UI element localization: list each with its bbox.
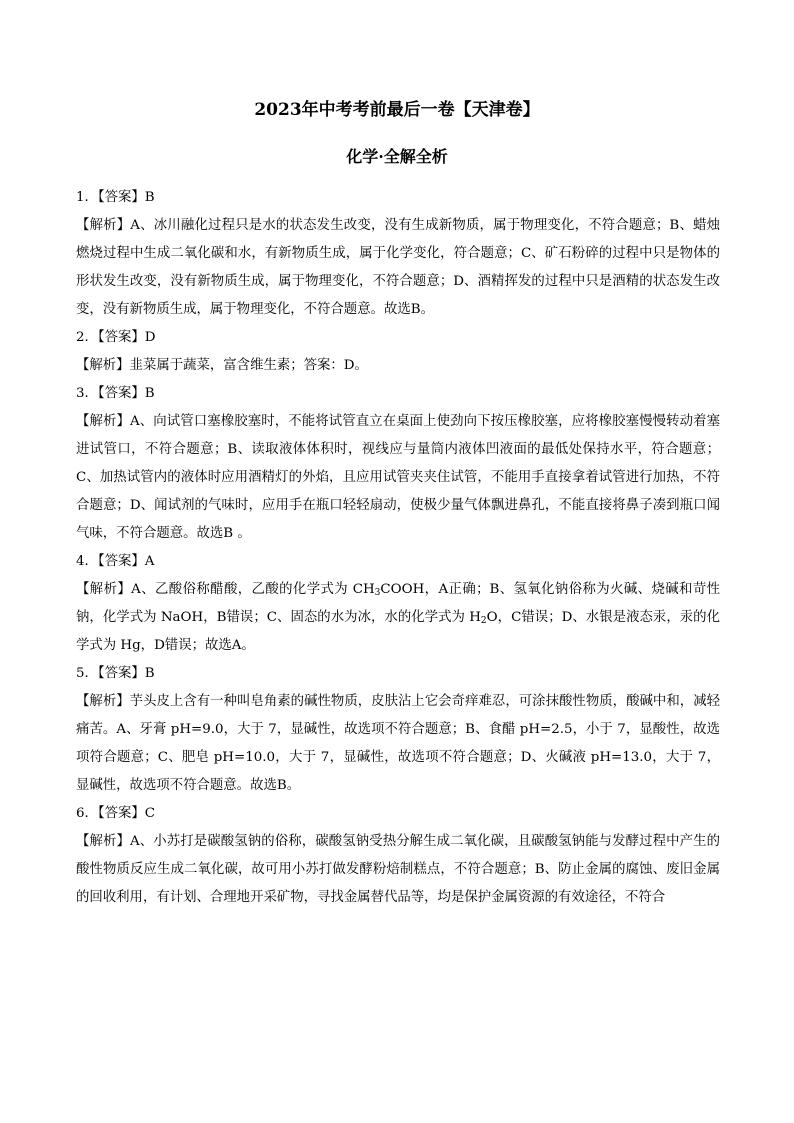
analysis-paragraph-2: 【解析】韭菜属于蔬菜，富含维生素；答案：D。 (76, 358, 368, 373)
answer-line-3: 3．【答案】B (76, 386, 155, 401)
analysis-text-part: O，C错误；D、水银是液态汞，汞的化学式为 Hg，D错误；故选A。 (76, 610, 720, 653)
analysis-paragraph-1: 【解析】A、冰川融化过程只是水的状态发生改变，没有生成新物质，属于物理变化，不符合题意；B、蜡烛燃烧过程中生成二氧化碳和水，有新物质生成，属于化学变化，符合题意；C、矿石粉碎的过程中只是物体的形状发生改变，没有新物质生成，属于物理变化，不符合题意；D、酒精挥发的过程中只是酒精的状态发生改变，没有新物质生成，属于物理变化，不符合题意。故选B。 (76, 218, 720, 317)
analysis-text-part: COOH，A正确；B、氢氧化钠俗称为火碱、烧碱和苛性钠，化学式为 NaOH，B错误；C、固态的水为冰，水的化学式为 H (76, 582, 720, 625)
analysis-paragraph-6: 【解析】A、小苏打是碳酸氢钠的俗称，碳酸氢钠受热分解生成二氧化碳，且碳酸氢钠能与发酵过程中产生的酸性物质反应生成二氧化碳，故可用小苏打做发酵粉焙制糕点，不符合题意；B、防止金属的腐蚀、废旧金属的回收利用，有计划、合理地开采矿物，寻找金属替代品等，均是保护金属资源的有效途径，不符合 (76, 834, 720, 905)
analysis-text-part: 【解析】A、乙酸俗称醋酸，乙酸的化学式为 CH (76, 582, 375, 597)
subscript-number: 2 (480, 616, 487, 626)
answer-line-5: 5．【答案】B (76, 666, 155, 681)
document-title: 2023年中考考前最后一卷【天津卷】 (254, 100, 540, 120)
answer-line-1: 1．【答案】B (76, 190, 155, 205)
document-subtitle: 化学·全解全析 (346, 147, 448, 166)
answer-content (76, 184, 720, 912)
analysis-paragraph-5: 【解析】芋头皮上含有一种叫皂角素的碱性物质，皮肤沾上它会奇痒难忍，可涂抹酸性物质，酸碱中和，减轻痛苦。A、牙膏 pH=9.0，大于 7，显碱性，故选项不符合题意；B、食醋 pH=2.5，小于 7，显酸性，故选项符合题意；C、肥皂 pH=10.0，大于 7，显碱性，故选项不符合题意；D、火碱液 pH=13.0，大于 7，显碱性，故选项不符合题意。故选B。 (76, 694, 720, 793)
analysis-paragraph-3: 【解析】A、向试管口塞橡胶塞时，不能将试管直立在桌面上使劲向下按压橡胶塞，应将橡胶塞慢慢转动着塞进试管口，不符合题意；B、读取液体体积时，视线应与量筒内液体凹液面的最低处保持水平，符合题意；C、加热试管内的液体时应用酒精灯的外焰，且应用试管夹夹住试管，不能用手直接拿着试管进行加热，不符合题意；D、闻试剂的气味时，应用手在瓶口轻轻扇动，使极少量气体飘进鼻孔，不能直接将鼻子凑到瓶口闻气味，不符合题意。故选B 。 (76, 414, 720, 541)
subscript-number: 3 (374, 588, 381, 598)
answer-line-6: 6．【答案】C (76, 806, 156, 821)
answer-line-2: 2．【答案】D (76, 330, 156, 345)
analysis-paragraph-4 (76, 576, 720, 660)
answer-line-4: 4．【答案】A (76, 554, 155, 569)
